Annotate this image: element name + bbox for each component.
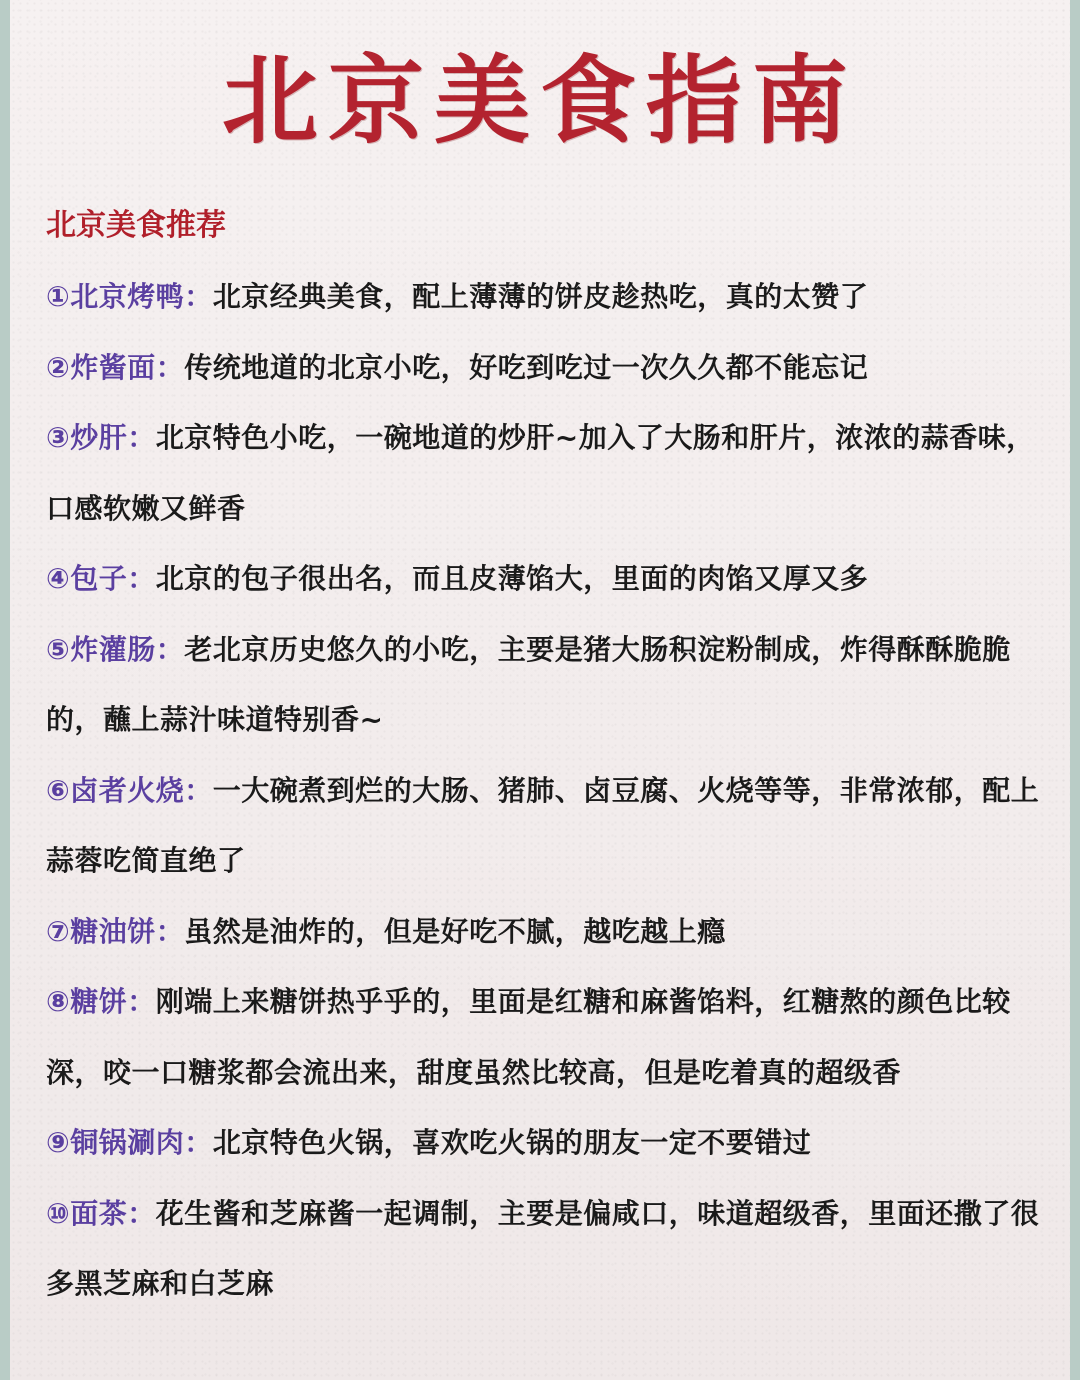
page (10, 0, 1070, 1380)
page-title: 北京美食指南 (222, 45, 858, 157)
list-item (46, 1179, 1046, 1320)
item-colon: ： (184, 773, 213, 807)
item-description: 老北京历史悠久的小吃，主要是猪大肠积淀粉制成，炸得酥酥脆脆的，蘸上蒜汁味道特别香~ (46, 632, 1011, 736)
item-number: ⑧ (46, 985, 71, 1018)
item-name: 北京烤鸭 (70, 280, 185, 313)
item-name: 炒肝 (70, 421, 128, 454)
item-description: 北京的包子很出名，而且皮薄馅大，里面的肉馅又厚又多 (155, 562, 869, 595)
item-name: 炸灌肠 (70, 632, 156, 666)
item-number: ② (46, 350, 71, 384)
item-number: ⑩ (46, 1196, 71, 1230)
list-item (46, 756, 1046, 897)
food-list (46, 262, 1046, 1320)
item-number: ⑨ (46, 1126, 71, 1159)
list-item (46, 615, 1046, 756)
item-colon: ： (127, 562, 156, 595)
item-name: 卤者火烧 (70, 773, 185, 807)
item-colon: ： (127, 1196, 156, 1230)
item-colon: ： (155, 350, 185, 384)
item-name: 包子 (70, 562, 128, 595)
item-name: 糖饼 (70, 985, 128, 1018)
item-number: ④ (46, 562, 71, 595)
section-title: 北京美食推荐 (46, 208, 226, 243)
list-item (46, 262, 1046, 333)
list-item (46, 897, 1046, 968)
item-colon: ： (184, 280, 213, 313)
item-name: 面茶 (70, 1196, 128, 1230)
list-item (46, 544, 1046, 615)
item-description: 花生酱和芝麻酱一起调制，主要是偏咸口，味道超级香，里面还撒了很多黑芝麻和白芝麻 (46, 1196, 1040, 1300)
item-number: ① (46, 280, 71, 313)
list-item (46, 403, 1046, 544)
item-name: 铜锅涮肉 (70, 1126, 185, 1159)
item-colon: ： (127, 421, 156, 454)
list-item (46, 333, 1046, 404)
item-name: 糖油饼 (70, 914, 156, 948)
item-description: 一大碗煮到烂的大肠、猪肺、卤豆腐、火烧等等，非常浓郁，配上蒜蓉吃简直绝了 (46, 773, 1040, 877)
item-colon: ： (127, 985, 156, 1018)
item-colon: ： (155, 632, 185, 666)
item-description: 传统地道的北京小吃，好吃到吃过一次久久都不能忘记 (184, 350, 869, 384)
list-item (46, 967, 1046, 1108)
item-description: 刚端上来糖饼热乎乎的，里面是红糖和麻酱馅料，红糖熬的颜色比较深，咬一口糖浆都会流出来，甜度虽然比较高，但是吃着真的超级香 (46, 985, 1011, 1089)
item-description: 北京经典美食，配上薄薄的饼皮趁热吃，真的太赞了 (212, 280, 869, 313)
item-colon: ： (184, 1126, 213, 1159)
item-number: ⑥ (46, 773, 71, 807)
item-number: ⑦ (46, 914, 71, 948)
item-name: 炸酱面 (70, 350, 156, 384)
item-number: ⑤ (46, 632, 71, 666)
item-description: 北京特色小吃，一碗地道的炒肝~加入了大肠和肝片，浓浓的蒜香味，口感软嫩又鲜香 (46, 421, 1035, 525)
list-item (46, 1108, 1046, 1179)
item-description: 北京特色火锅，喜欢吃火锅的朋友一定不要错过 (212, 1126, 812, 1159)
item-description: 虽然是油炸的，但是好吃不腻，越吃越上瘾 (184, 914, 726, 948)
item-number: ③ (46, 421, 71, 454)
item-colon: ： (155, 914, 185, 948)
